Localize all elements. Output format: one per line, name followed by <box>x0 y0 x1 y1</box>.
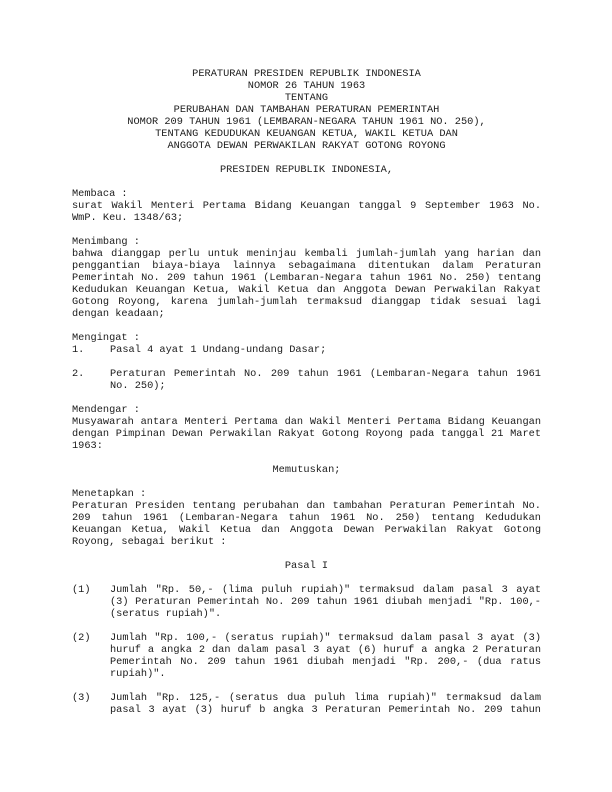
memutuskan-heading: Memutuskan; <box>272 464 341 476</box>
pasal-1-item-1-line-1: Jumlah "Rp. 50,- (lima puluh rupiah)" termaksud dalam pasal 3 ayat <box>110 584 541 596</box>
menetapkan-line-4: Royong, sebagai berikut : <box>72 536 227 548</box>
mengingat-item-2-number: 2. <box>72 368 85 380</box>
blank-line <box>72 548 541 560</box>
doc-title-line-5: NOMOR 209 TAHUN 1961 (LEMBARAN-NEGARA TAHUN 1961 NO. 250), <box>127 116 486 128</box>
pasal-1-item-2-line-1: Jumlah "Rp. 100,- (seratus rupiah)" termaksud dalam pasal 3 ayat (3) <box>110 632 541 644</box>
issuer-heading: PRESIDEN REPUBLIK INDONESIA, <box>219 164 394 176</box>
pasal-1-item-2-line-3: Pemerintah No. 209 tahun 1961 diubah menjadi "Rp. 200,- (dua ratus <box>110 656 541 668</box>
pasal-1-item-1-line-2: (3) Peraturan Pemerintah No. 209 tahun 1961 diubah menjadi "Rp. 100,- <box>110 596 541 608</box>
pasal-1-heading: Pasal I <box>284 560 329 572</box>
mendengar-line-1: Musyawarah antara Menteri Pertama dan Wakil Menteri Pertama Bidang Keuangan <box>72 416 541 428</box>
membaca-label: Membaca : <box>72 188 128 200</box>
doc-title-line-4: PERUBAHAN DAN TAMBAHAN PERATURAN PEMERINTAH <box>173 104 440 116</box>
blank-line <box>72 176 541 188</box>
blank-line <box>72 452 541 464</box>
mendengar-section <box>72 404 541 452</box>
pasal-1-item-3 <box>72 692 541 716</box>
menetapkan-label: Menetapkan : <box>72 488 147 500</box>
mengingat-label: Mengingat : <box>72 332 140 344</box>
menetapkan-line-2: 209 tahun 1961 (Lembaran-Negara tahun 1961 No. 250) tentang Kedudukan <box>72 512 541 524</box>
doc-title-line-7: ANGGOTA DEWAN PERWAKILAN RAKYAT GOTONG ROYONG <box>167 140 446 152</box>
blank-line <box>72 152 541 164</box>
doc-title <box>72 68 541 152</box>
membaca-section <box>72 188 541 224</box>
mendengar-line-2: dengan Pimpinan Dewan Perwakilan Rakyat Gotong Royong pada tanggal 21 Maret <box>72 428 541 440</box>
pasal-1-item-2-body <box>110 632 541 680</box>
mendengar-label: Mendengar : <box>72 404 140 416</box>
menimbang-line-4: Kedudukan Keuangan Ketua, Wakil Ketua dan Anggota Dewan Perwakilan Rakyat <box>72 284 541 296</box>
mengingat-item-2-line-2: No. 250); <box>110 380 166 392</box>
pasal-1-item-3-line-1: Jumlah "Rp. 125,- (seratus dua puluh lima rupiah)" termaksud dalam <box>110 692 541 704</box>
pasal-1-item-3-line-2: pasal 3 ayat (3) huruf b angka 3 Peraturan Pemerintah No. 209 tahun <box>110 704 541 716</box>
pasal-1-item-2-line-4: rupiah)". <box>110 668 166 680</box>
pasal-1-item-1-number: (1) <box>72 584 91 596</box>
mengingat-item-1-line-1: Pasal 4 ayat 1 Undang-undang Dasar; <box>110 344 327 356</box>
menimbang-section <box>72 236 541 320</box>
doc-content <box>72 68 541 716</box>
blank-line <box>72 392 541 404</box>
mengingat-item-2-line-1: Peraturan Pemerintah No. 209 tahun 1961 (Lembaran-Negara tahun 1961 <box>110 368 541 380</box>
mengingat-item-1 <box>72 344 541 356</box>
blank-line <box>72 680 541 692</box>
menimbang-label: Menimbang : <box>72 236 140 248</box>
blank-line <box>72 572 541 584</box>
mengingat-item-2-body <box>110 368 541 392</box>
menimbang-line-3: Pemerintah No. 209 tahun 1961 (Lembaran-Negara tahun 1961 No. 250) tentang <box>72 272 541 284</box>
blank-line <box>72 320 541 332</box>
menetapkan-line-1: Peraturan Presiden tentang perubahan dan tambahan Peraturan Pemerintah No. <box>72 500 541 512</box>
mengingat-item-2 <box>72 368 541 392</box>
pasal-1-item-3-number: (3) <box>72 692 91 704</box>
blank-line <box>72 620 541 632</box>
blank-line <box>72 476 541 488</box>
pasal-1-item-3-body <box>110 692 541 716</box>
pasal-1-section <box>72 584 541 716</box>
pasal-1-item-1 <box>72 584 541 620</box>
mengingat-item-1-body <box>110 344 541 356</box>
menetapkan-section <box>72 488 541 548</box>
pasal-1-item-1-body <box>110 584 541 620</box>
menimbang-line-6: dengan keadaan; <box>72 308 165 320</box>
membaca-line-1: surat Wakil Menteri Pertama Bidang Keuangan tanggal 9 September 1963 No. <box>72 200 541 212</box>
doc-title-line-1: PERATURAN PRESIDEN REPUBLIK INDONESIA <box>192 68 421 80</box>
menimbang-line-1: bahwa dianggap perlu untuk meninjau kembali jumlah-jumlah yang harian dan <box>72 248 541 260</box>
blank-line <box>72 356 541 368</box>
pasal-1-item-2-line-2: huruf a angka 2 dan dalam pasal 3 ayat (6) huruf a angka 2 Peraturan <box>110 644 541 656</box>
membaca-line-2: WmP. Keu. 1348/63; <box>72 212 184 224</box>
doc-title-line-3: TENTANG <box>284 92 329 104</box>
pasal-1-item-1-line-3: (seratus rupiah)". <box>110 608 222 620</box>
mengingat-item-1-number: 1. <box>72 344 85 356</box>
pasal-1-item-2 <box>72 632 541 680</box>
mendengar-line-3: 1963: <box>72 440 103 452</box>
menetapkan-line-3: Keuangan Ketua, Wakil Ketua dan Anggota Dewan Perwakilan Rakyat Gotong <box>72 524 541 536</box>
menimbang-line-2: penggantian biaya-biaya lainnya sebagaimana ditentukan dalam Peraturan <box>72 260 541 272</box>
doc-title-line-2: NOMOR 26 TAHUN 1963 <box>247 80 366 92</box>
mengingat-section <box>72 332 541 392</box>
menimbang-line-5: Gotong Royong, karena jumlah-jumlah termaksud dianggap tidak sesuai lagi <box>72 296 541 308</box>
doc-title-line-6: TENTANG KEDUDUKAN KEUANGAN KETUA, WAKIL KETUA DAN <box>155 128 458 140</box>
blank-line <box>72 224 541 236</box>
pasal-1-item-2-number: (2) <box>72 632 91 644</box>
